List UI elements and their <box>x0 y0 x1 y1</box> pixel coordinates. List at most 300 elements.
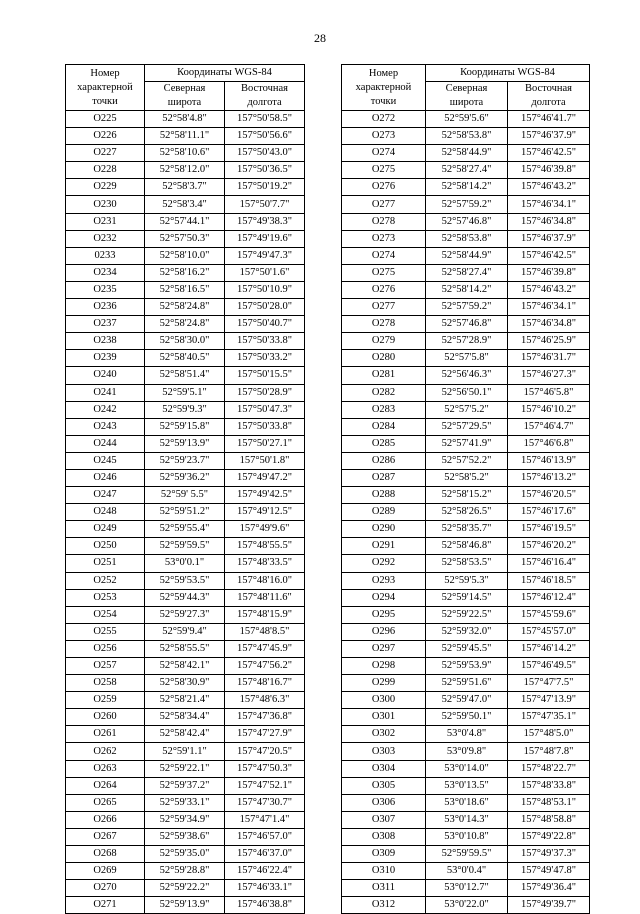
latitude-cell: 52°59'37.2" <box>145 777 225 794</box>
point-id-cell: О270 <box>66 880 145 897</box>
table-row <box>342 897 590 914</box>
longitude-cell: 157°46'14.2" <box>508 640 590 657</box>
longitude-cell: 157°48'11.6" <box>225 589 305 606</box>
point-id-cell: О240 <box>66 367 145 384</box>
table-row <box>66 828 305 845</box>
longitude-cell: 157°50'36.5" <box>225 162 305 179</box>
table-row <box>342 675 590 692</box>
point-id-cell: О310 <box>342 863 426 880</box>
longitude-cell: 157°46'43.2" <box>508 179 590 196</box>
table-row <box>342 589 590 606</box>
table-row <box>66 333 305 350</box>
latitude-cell: 52°58'27.4" <box>426 264 508 281</box>
table-row <box>342 213 590 230</box>
table-row <box>66 418 305 435</box>
point-id-cell: О230 <box>66 196 145 213</box>
longitude-cell: 157°46'12.4" <box>508 589 590 606</box>
table-row <box>66 264 305 281</box>
header-latitude <box>145 82 225 111</box>
table-row <box>342 658 590 675</box>
point-id-cell: О252 <box>66 572 145 589</box>
longitude-cell: 157°46'57.0" <box>225 828 305 845</box>
longitude-cell: 157°46'19.5" <box>508 521 590 538</box>
point-id-cell: О258 <box>66 675 145 692</box>
table-row <box>66 743 305 760</box>
point-id-cell: О245 <box>66 452 145 469</box>
latitude-cell: 52°57'59.2" <box>426 299 508 316</box>
header-lon-line2: долгота <box>247 97 282 108</box>
point-id-cell: О278 <box>342 213 426 230</box>
latitude-cell: 52°58'55.5" <box>145 640 225 657</box>
point-id-cell: О253 <box>66 589 145 606</box>
table-row <box>342 692 590 709</box>
table-row <box>66 521 305 538</box>
header-point-line3: точки <box>92 95 118 107</box>
longitude-cell: 157°49'47.2" <box>225 469 305 486</box>
table-row <box>342 230 590 247</box>
longitude-cell: 157°46'39.8" <box>508 162 590 179</box>
latitude-cell: 52°58'44.9" <box>426 145 508 162</box>
latitude-cell: 52°57'41.9" <box>426 435 508 452</box>
table-row <box>342 811 590 828</box>
longitude-cell: 157°46'31.7" <box>508 350 590 367</box>
longitude-cell: 157°46'10.2" <box>508 401 590 418</box>
latitude-cell: 52°59'23.7" <box>145 452 225 469</box>
table-row <box>342 469 590 486</box>
table-row <box>66 897 305 914</box>
table-row <box>342 435 590 452</box>
table-row <box>342 111 590 128</box>
table-row <box>342 418 590 435</box>
longitude-cell: 157°46'34.8" <box>508 316 590 333</box>
latitude-cell: 53°0'18.6" <box>426 794 508 811</box>
longitude-cell: 157°50'56.6" <box>225 128 305 145</box>
point-id-cell: О273 <box>342 230 426 247</box>
table-row <box>342 333 590 350</box>
point-id-cell: О250 <box>66 538 145 555</box>
latitude-cell: 52°57'44.1" <box>145 213 225 230</box>
longitude-cell: 157°46'42.5" <box>508 145 590 162</box>
latitude-cell: 52°58'40.5" <box>145 350 225 367</box>
latitude-cell: 52°58'14.2" <box>426 179 508 196</box>
latitude-cell: 52°59'38.6" <box>145 828 225 845</box>
point-id-cell: О298 <box>342 658 426 675</box>
latitude-cell: 52°57'52.2" <box>426 452 508 469</box>
longitude-cell: 157°47'50.3" <box>225 760 305 777</box>
point-id-cell: О268 <box>66 846 145 863</box>
longitude-cell: 157°48'33.8" <box>508 777 590 794</box>
longitude-cell: 157°50'27.1" <box>225 435 305 452</box>
point-id-cell: О281 <box>342 367 426 384</box>
point-id-cell: О299 <box>342 675 426 692</box>
point-id-cell: О265 <box>66 794 145 811</box>
latitude-cell: 52°59'44.3" <box>145 589 225 606</box>
longitude-cell: 157°47'27.9" <box>225 726 305 743</box>
coordinates-table-left <box>65 64 305 914</box>
longitude-cell: 157°47'1.4" <box>225 811 305 828</box>
longitude-cell: 157°46'6.8" <box>508 435 590 452</box>
point-id-cell: О249 <box>66 521 145 538</box>
latitude-cell: 52°58'51.4" <box>145 367 225 384</box>
point-id-cell: О283 <box>342 401 426 418</box>
table-row <box>342 196 590 213</box>
latitude-cell: 52°58'42.4" <box>145 726 225 743</box>
longitude-cell: 157°48'8.5" <box>225 623 305 640</box>
point-id-cell: О291 <box>342 538 426 555</box>
point-id-cell: О286 <box>342 452 426 469</box>
point-id-cell: О267 <box>66 828 145 845</box>
point-id-cell: О259 <box>66 692 145 709</box>
table-row <box>342 128 590 145</box>
longitude-cell: 157°49'42.5" <box>225 487 305 504</box>
longitude-cell: 157°50'28.0" <box>225 299 305 316</box>
table-row <box>66 846 305 863</box>
point-id-cell: О284 <box>342 418 426 435</box>
table-row <box>66 316 305 333</box>
longitude-cell: 157°50'19.2" <box>225 179 305 196</box>
table-row <box>66 111 305 128</box>
latitude-cell: 53°0'0.4" <box>426 863 508 880</box>
latitude-cell: 52°59'59.5" <box>426 846 508 863</box>
point-id-cell: О275 <box>342 162 426 179</box>
latitude-cell: 52°59' 5.5" <box>145 487 225 504</box>
latitude-cell: 52°59'55.4" <box>145 521 225 538</box>
longitude-cell: 157°47'45.9" <box>225 640 305 657</box>
longitude-cell: 157°50'40.7" <box>225 316 305 333</box>
longitude-cell: 157°50'33.8" <box>225 333 305 350</box>
longitude-cell: 157°48'55.5" <box>225 538 305 555</box>
point-id-cell: О305 <box>342 777 426 794</box>
longitude-cell: 157°47'36.8" <box>225 709 305 726</box>
point-id-cell: О261 <box>66 726 145 743</box>
latitude-cell: 52°59'51.6" <box>426 675 508 692</box>
point-id-cell: О244 <box>66 435 145 452</box>
latitude-cell: 52°59'53.5" <box>145 572 225 589</box>
longitude-cell: 157°50'1.8" <box>225 452 305 469</box>
latitude-cell: 52°59'5.3" <box>426 572 508 589</box>
longitude-cell: 157°46'33.1" <box>225 880 305 897</box>
point-id-cell: О273 <box>342 128 426 145</box>
longitude-cell: 157°46'4.7" <box>508 418 590 435</box>
table-row <box>66 863 305 880</box>
longitude-cell: 157°49'36.4" <box>508 880 590 897</box>
latitude-cell: 52°57'46.8" <box>426 213 508 230</box>
latitude-cell: 52°58'12.0" <box>145 162 225 179</box>
point-id-cell: О296 <box>342 623 426 640</box>
latitude-cell: 52°58'34.4" <box>145 709 225 726</box>
latitude-cell: 52°58'16.5" <box>145 281 225 298</box>
latitude-cell: 52°59'59.5" <box>145 538 225 555</box>
table-row <box>66 606 305 623</box>
longitude-cell: 157°46'17.6" <box>508 504 590 521</box>
latitude-cell: 52°59'5.6" <box>426 111 508 128</box>
latitude-cell: 52°57'59.2" <box>426 196 508 213</box>
table-row <box>66 487 305 504</box>
point-id-cell: О257 <box>66 658 145 675</box>
header-latitude <box>426 82 508 111</box>
point-id-cell: О235 <box>66 281 145 298</box>
longitude-cell: 157°48'16.0" <box>225 572 305 589</box>
longitude-cell: 157°50'58.5" <box>225 111 305 128</box>
table-row <box>342 846 590 863</box>
point-id-cell: О287 <box>342 469 426 486</box>
latitude-cell: 52°59'35.0" <box>145 846 225 863</box>
header-coords: Координаты WGS-84 <box>145 65 305 82</box>
latitude-cell: 53°0'22.0" <box>426 897 508 914</box>
table-row <box>66 452 305 469</box>
table-row <box>66 555 305 572</box>
longitude-cell: 157°46'38.8" <box>225 897 305 914</box>
table-row <box>342 572 590 589</box>
longitude-cell: 157°46'43.2" <box>508 281 590 298</box>
longitude-cell: 157°50'33.2" <box>225 350 305 367</box>
longitude-cell: 157°48'7.8" <box>508 743 590 760</box>
point-id-cell: О302 <box>342 726 426 743</box>
point-id-cell: О241 <box>66 384 145 401</box>
latitude-cell: 52°58'27.4" <box>426 162 508 179</box>
point-id-cell: О251 <box>66 555 145 572</box>
latitude-cell: 52°58'53.5" <box>426 555 508 572</box>
table-row <box>342 606 590 623</box>
longitude-cell: 157°50'33.8" <box>225 418 305 435</box>
table-row <box>66 675 305 692</box>
point-id-cell: О238 <box>66 333 145 350</box>
point-id-cell: О228 <box>66 162 145 179</box>
table-row <box>66 538 305 555</box>
table-row <box>66 623 305 640</box>
longitude-cell: 157°49'47.3" <box>225 247 305 264</box>
header-lat-line1: Северная <box>445 83 488 94</box>
longitude-cell: 157°45'57.0" <box>508 623 590 640</box>
point-id-cell: О277 <box>342 196 426 213</box>
longitude-cell: 157°46'16.4" <box>508 555 590 572</box>
header-point-line3: точки <box>370 95 397 107</box>
latitude-cell: 53°0'9.8" <box>426 743 508 760</box>
point-id-cell: О293 <box>342 572 426 589</box>
header-lon-line1: Восточная <box>241 83 288 94</box>
point-id-cell: О278 <box>342 316 426 333</box>
latitude-cell: 52°58'26.5" <box>426 504 508 521</box>
table-row <box>342 401 590 418</box>
latitude-cell: 52°59'33.1" <box>145 794 225 811</box>
latitude-cell: 52°58'11.1" <box>145 128 225 145</box>
latitude-cell: 52°59'13.9" <box>145 897 225 914</box>
longitude-cell: 157°46'34.1" <box>508 299 590 316</box>
latitude-cell: 52°57'46.8" <box>426 316 508 333</box>
table-row <box>342 145 590 162</box>
longitude-cell: 157°49'22.8" <box>508 828 590 845</box>
table-row <box>342 299 590 316</box>
table-row <box>66 726 305 743</box>
longitude-cell: 157°46'5.8" <box>508 384 590 401</box>
table-row <box>66 504 305 521</box>
longitude-cell: 157°49'37.3" <box>508 846 590 863</box>
table-row <box>66 658 305 675</box>
point-id-cell: О307 <box>342 811 426 828</box>
latitude-cell: 53°0'13.5" <box>426 777 508 794</box>
table-row <box>66 281 305 298</box>
latitude-cell: 52°57'29.5" <box>426 418 508 435</box>
point-id-cell: О292 <box>342 555 426 572</box>
latitude-cell: 52°59'27.3" <box>145 606 225 623</box>
latitude-cell: 52°59'28.8" <box>145 863 225 880</box>
point-id-cell: О312 <box>342 897 426 914</box>
longitude-cell: 157°50'1.6" <box>225 264 305 281</box>
header-coords: Координаты WGS-84 <box>426 65 590 82</box>
longitude-cell: 157°48'22.7" <box>508 760 590 777</box>
longitude-cell: 157°50'7.7" <box>225 196 305 213</box>
point-id-cell: О231 <box>66 213 145 230</box>
latitude-cell: 52°59'47.0" <box>426 692 508 709</box>
longitude-cell: 157°46'20.5" <box>508 487 590 504</box>
table-row <box>342 316 590 333</box>
table-row <box>66 760 305 777</box>
latitude-cell: 52°58'15.2" <box>426 487 508 504</box>
latitude-cell: 53°0'4.8" <box>426 726 508 743</box>
latitude-cell: 52°58'53.8" <box>426 128 508 145</box>
point-id-cell: О279 <box>342 333 426 350</box>
latitude-cell: 52°59'32.0" <box>426 623 508 640</box>
latitude-cell: 52°58'30.0" <box>145 333 225 350</box>
point-id-cell: О301 <box>342 709 426 726</box>
table-row <box>342 162 590 179</box>
longitude-cell: 157°46'18.5" <box>508 572 590 589</box>
table-row <box>342 743 590 760</box>
table-row <box>342 880 590 897</box>
longitude-cell: 157°49'9.6" <box>225 521 305 538</box>
point-id-cell: О288 <box>342 487 426 504</box>
point-id-cell: О289 <box>342 504 426 521</box>
latitude-cell: 52°56'50.1" <box>426 384 508 401</box>
table-body-left <box>66 111 305 914</box>
point-id-cell: О243 <box>66 418 145 435</box>
longitude-cell: 157°45'59.6" <box>508 606 590 623</box>
point-id-cell: О282 <box>342 384 426 401</box>
table-body-right <box>342 111 590 914</box>
table-row <box>342 760 590 777</box>
point-id-cell: О277 <box>342 299 426 316</box>
longitude-cell: 157°47'20.5" <box>225 743 305 760</box>
point-id-cell: О229 <box>66 179 145 196</box>
latitude-cell: 52°58'42.1" <box>145 658 225 675</box>
longitude-cell: 157°47'35.1" <box>508 709 590 726</box>
table-row <box>66 401 305 418</box>
latitude-cell: 52°59'53.9" <box>426 658 508 675</box>
latitude-cell: 52°59'36.2" <box>145 469 225 486</box>
point-id-cell: О294 <box>342 589 426 606</box>
point-id-cell: О246 <box>66 469 145 486</box>
table-row <box>66 435 305 452</box>
table-row <box>342 487 590 504</box>
latitude-cell: 53°0'14.0" <box>426 760 508 777</box>
header-point-number <box>66 65 145 111</box>
latitude-cell: 52°57'50.3" <box>145 230 225 247</box>
table-row <box>66 384 305 401</box>
longitude-cell: 157°48'5.0" <box>508 726 590 743</box>
latitude-cell: 52°58'5.2" <box>426 469 508 486</box>
header-point-line2: характерной <box>77 81 133 93</box>
latitude-cell: 52°58'10.6" <box>145 145 225 162</box>
point-id-cell: О290 <box>342 521 426 538</box>
point-id-cell: О303 <box>342 743 426 760</box>
point-id-cell: О300 <box>342 692 426 709</box>
latitude-cell: 53°0'14.3" <box>426 811 508 828</box>
point-id-cell: О263 <box>66 760 145 777</box>
point-id-cell: О274 <box>342 247 426 264</box>
table-row <box>342 504 590 521</box>
table-row <box>66 230 305 247</box>
table-row <box>66 145 305 162</box>
point-id-cell: О272 <box>342 111 426 128</box>
point-id-cell: О237 <box>66 316 145 333</box>
longitude-cell: 157°50'47.3" <box>225 401 305 418</box>
table-row <box>342 247 590 264</box>
longitude-cell: 157°48'16.7" <box>225 675 305 692</box>
longitude-cell: 157°46'37.0" <box>225 846 305 863</box>
point-id-cell: О280 <box>342 350 426 367</box>
latitude-cell: 52°59'45.5" <box>426 640 508 657</box>
latitude-cell: 53°0'0.1" <box>145 555 225 572</box>
latitude-cell: 52°59'22.1" <box>145 760 225 777</box>
point-id-cell: О226 <box>66 128 145 145</box>
latitude-cell: 52°59'14.5" <box>426 589 508 606</box>
point-id-cell: О227 <box>66 145 145 162</box>
latitude-cell: 52°58'14.2" <box>426 281 508 298</box>
table-row <box>342 264 590 281</box>
latitude-cell: 52°59'22.5" <box>426 606 508 623</box>
longitude-cell: 157°47'30.7" <box>225 794 305 811</box>
latitude-cell: 52°59'1.1" <box>145 743 225 760</box>
table-row <box>66 572 305 589</box>
longitude-cell: 157°46'34.1" <box>508 196 590 213</box>
longitude-cell: 157°49'12.5" <box>225 504 305 521</box>
point-id-cell: О254 <box>66 606 145 623</box>
longitude-cell: 157°49'47.8" <box>508 863 590 880</box>
longitude-cell: 157°46'37.9" <box>508 128 590 145</box>
point-id-cell: О236 <box>66 299 145 316</box>
table-row <box>66 350 305 367</box>
point-id-cell: О242 <box>66 401 145 418</box>
table-row <box>66 589 305 606</box>
table-row <box>66 299 305 316</box>
longitude-cell: 157°48'6.3" <box>225 692 305 709</box>
latitude-cell: 52°58'21.4" <box>145 692 225 709</box>
point-id-cell: О304 <box>342 760 426 777</box>
table-row <box>342 640 590 657</box>
point-id-cell: О247 <box>66 487 145 504</box>
header-point-line1: Номер <box>90 67 120 79</box>
point-id-cell: О311 <box>342 880 426 897</box>
longitude-cell: 157°46'41.7" <box>508 111 590 128</box>
table-row <box>342 828 590 845</box>
longitude-cell: 157°48'58.8" <box>508 811 590 828</box>
longitude-cell: 157°46'37.9" <box>508 230 590 247</box>
table-row <box>66 213 305 230</box>
longitude-cell: 157°46'13.2" <box>508 469 590 486</box>
table-row <box>342 777 590 794</box>
header-point-line1: Номер <box>368 67 399 79</box>
table-row <box>342 538 590 555</box>
table-row <box>342 555 590 572</box>
table-row <box>342 179 590 196</box>
point-id-cell: О225 <box>66 111 145 128</box>
latitude-cell: 52°59'34.9" <box>145 811 225 828</box>
table-row <box>342 384 590 401</box>
table-row <box>342 794 590 811</box>
point-id-cell: О297 <box>342 640 426 657</box>
longitude-cell: 157°46'13.9" <box>508 452 590 469</box>
header-lat-line2: широта <box>167 97 202 108</box>
